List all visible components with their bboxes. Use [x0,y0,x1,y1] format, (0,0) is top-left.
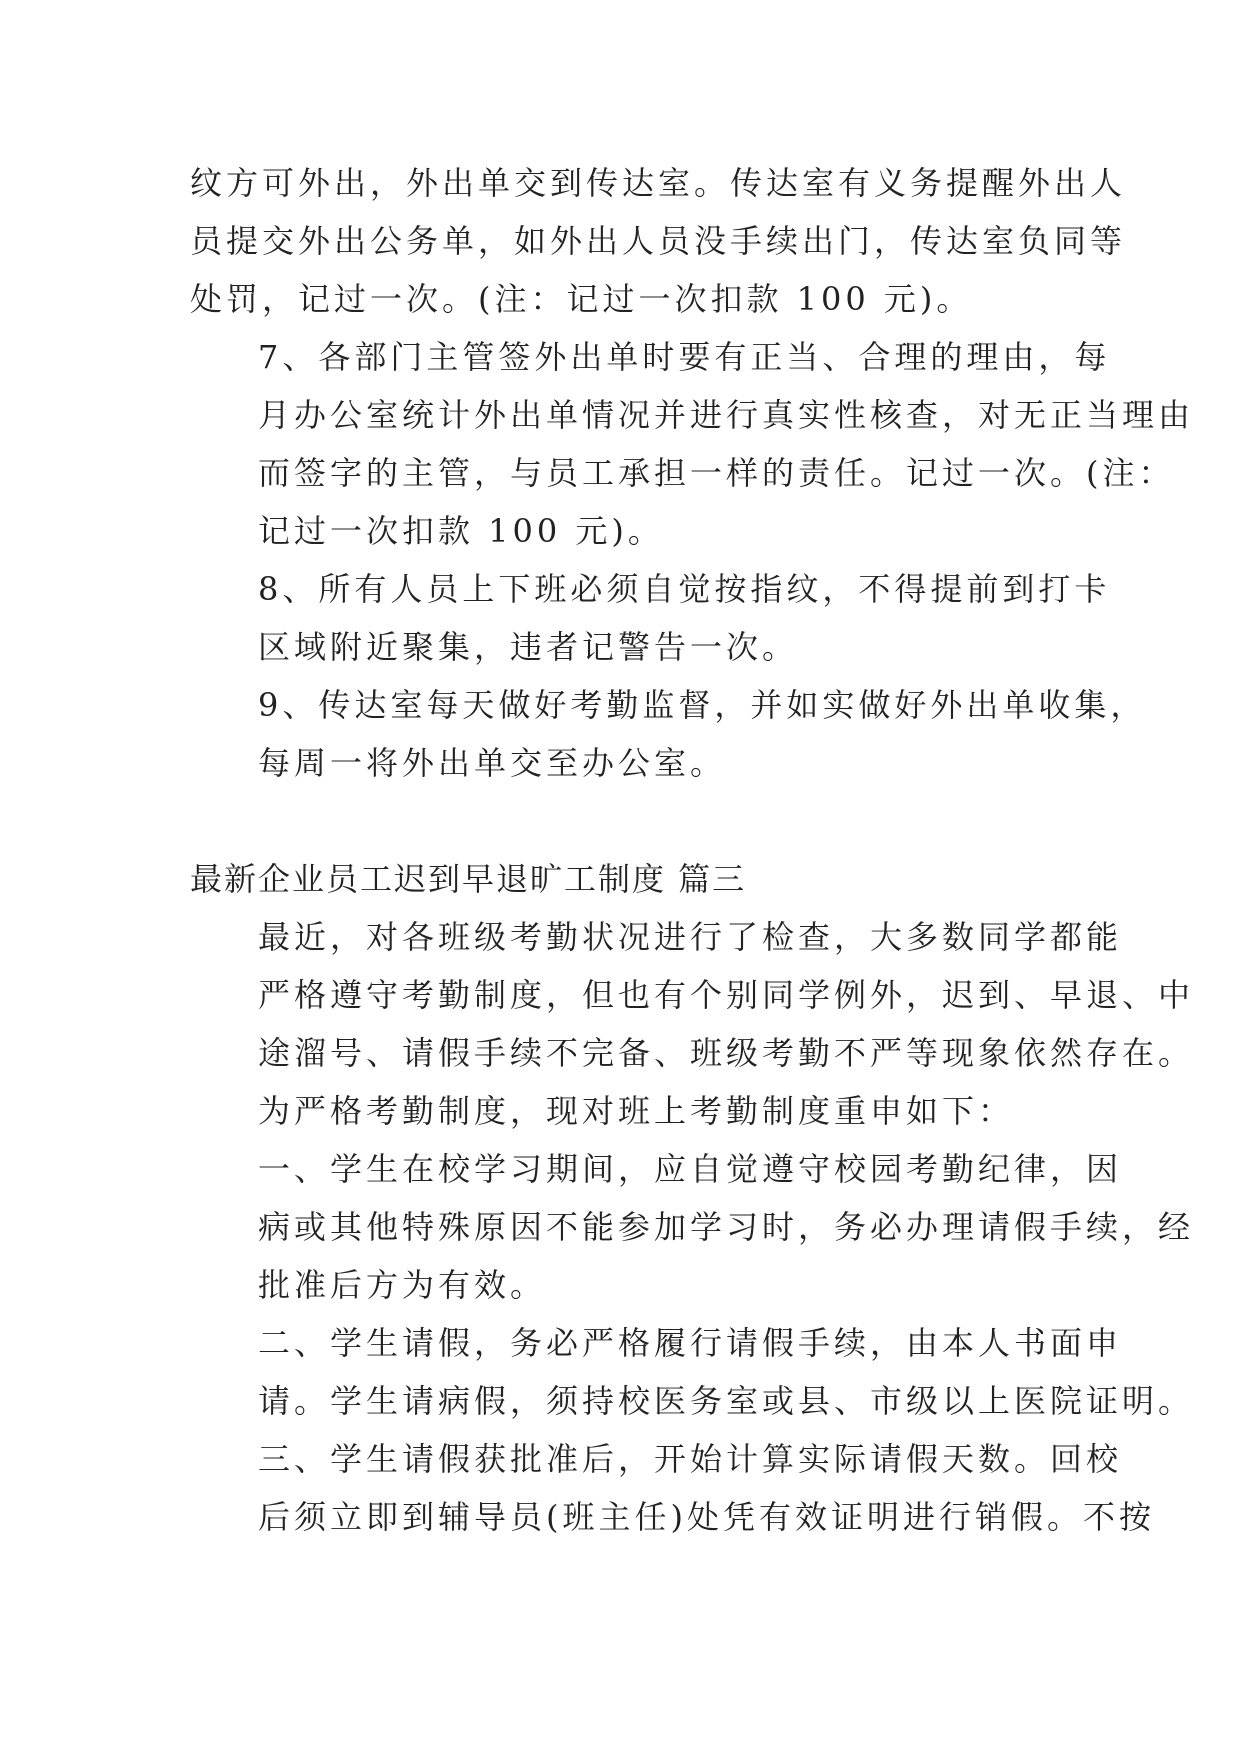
text-line: 病或其他特殊原因不能参加学习时，务必办理请假手续，经 [258,1208,1195,1246]
text-line: 途溜号、请假手续不完备、班级考勤不严等现象依然存在。 [258,1034,1195,1072]
text-line: 三、学生请假获批准后，开始计算实际请假天数。回校 [258,1440,1123,1478]
paragraph [190,676,1147,792]
text-line: 8、所有人员上下班必须自觉按指纹，不得提前到打卡 [258,570,1111,608]
body-text-after [190,908,1195,1546]
text-line: 7、各部门主管签外出单时要有正当、合理的理由，每 [258,338,1111,376]
document-page [190,154,1195,1546]
body-text-before [190,154,1195,792]
text-line: 记过一次扣款 100 元)。 [258,512,664,550]
text-line: 纹方可外出，外出单交到传达室。传达室有义务提醒外出人 [190,164,1127,202]
text-line: 而签字的主管，与员工承担一样的责任。记过一次。(注： [258,454,1175,492]
paragraph [190,1430,1155,1546]
text-line: 员提交外出公务单，如外出人员没手续出门，传达室负同等 [190,222,1127,260]
paragraph [190,560,1111,676]
text-line: 区域附近聚集，违者记警告一次。 [258,628,799,666]
section-spacer [190,792,1070,850]
paragraph [190,908,1195,1140]
text-line: 后须立即到辅导员(班主任)处凭有效证明进行销假。不按 [258,1498,1155,1536]
text-line: 9、传达室每天做好考勤监督，并如实做好外出单收集， [258,686,1147,724]
text-line: 请。学生请病假，须持校医务室或县、市级以上医院证明。 [258,1382,1195,1420]
paragraph [190,154,1127,328]
text-line: 最近，对各班级考勤状况进行了检查，大多数同学都能 [258,918,1123,956]
text-line: 一、学生在校学习期间，应自觉遵守校园考勤纪律，因 [258,1150,1123,1188]
paragraph [190,328,1195,560]
paragraph [190,1140,1195,1314]
text-line: 处罚，记过一次。(注：记过一次扣款 100 元)。 [190,280,973,318]
paragraph [190,1314,1195,1430]
section-heading: 最新企业员工迟到早退旷工制度 篇三 [190,860,747,898]
text-line: 严格遵守考勤制度，但也有个别同学例外，迟到、早退、中 [258,976,1195,1014]
text-line: 月办公室统计外出单情况并进行真实性核查，对无正当理由 [258,396,1195,434]
text-line: 每周一将外出单交至办公室。 [258,744,727,782]
text-line: 批准后方为有效。 [258,1266,547,1304]
text-line: 二、学生请假，务必严格履行请假手续，由本人书面申 [258,1324,1123,1362]
text-line: 为严格考勤制度，现对班上考勤制度重申如下： [258,1092,1015,1130]
